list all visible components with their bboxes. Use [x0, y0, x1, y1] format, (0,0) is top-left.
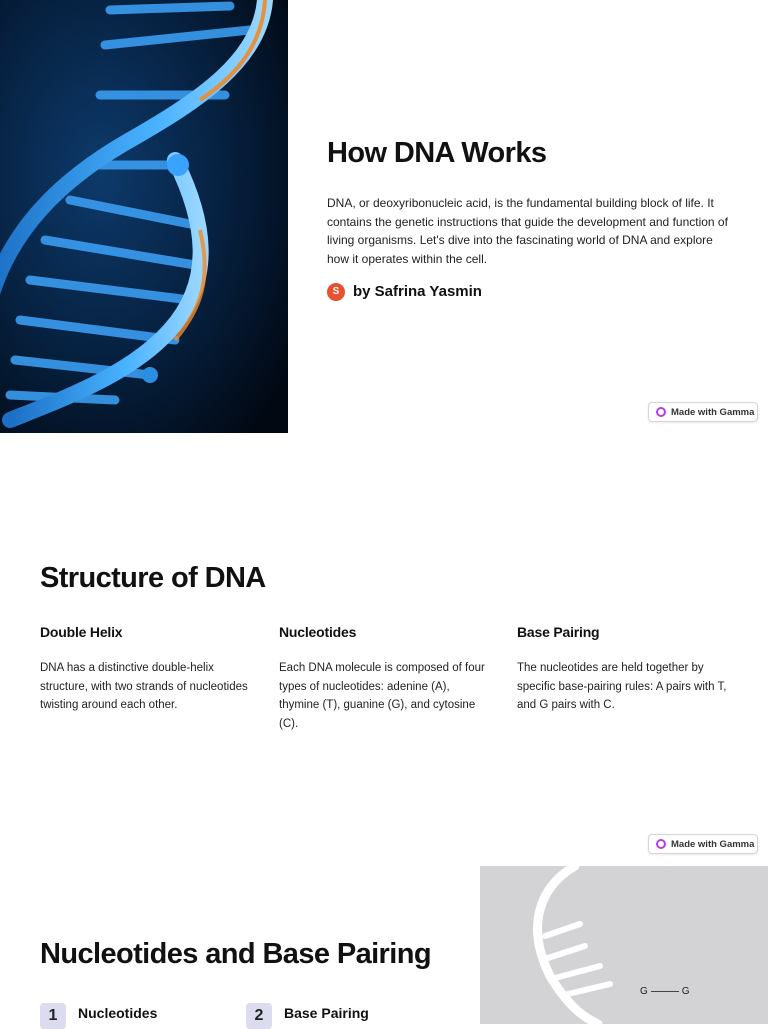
section-title: Structure of DNA	[40, 562, 266, 594]
hero-text-block	[327, 134, 737, 301]
nucleotides-slide	[0, 866, 768, 1024]
gamma-logo-icon	[656, 407, 666, 417]
double-helix-card	[40, 624, 250, 715]
dna-diagram-image	[480, 866, 768, 1024]
structure-slide	[0, 433, 768, 866]
base-pair-label	[640, 986, 690, 997]
badge-label: Made with Gamma	[671, 838, 755, 850]
pair-bond-line	[651, 991, 679, 992]
made-with-gamma-badge[interactable]	[648, 834, 758, 854]
step-label: Nucleotides	[78, 1005, 158, 1021]
card-text: DNA has a distinctive double-helix structure, with two strands of nucleotides twisting around each other.	[40, 662, 248, 711]
step-item	[246, 1003, 369, 1029]
step-label: Base Pairing	[284, 1005, 369, 1021]
author-line	[327, 283, 737, 301]
intro-paragraph: DNA, or deoxyribonucleic acid, is the fundamental building block of life. It contains the genetic instructions that guide the development and function of living organisms. Let's dive into the fascinating world of DNA and explore how it operates within the cell.	[327, 196, 728, 267]
made-with-gamma-badge[interactable]	[648, 402, 758, 422]
card-heading: Base Pairing	[517, 624, 600, 640]
card-text: The nucleotides are held together by specific base-pairing rules: A pairs with T, and G pairs with C.	[517, 662, 727, 711]
author-name: by Safrina Yasmin	[353, 283, 482, 301]
step-number-badge: 1	[40, 1003, 66, 1029]
dna-helix-image	[0, 0, 288, 433]
step-item	[40, 1003, 157, 1029]
base-right: G	[681, 986, 690, 997]
badge-label: Made with Gamma	[671, 406, 755, 418]
base-left: G	[640, 986, 648, 997]
card-text: Each DNA molecule is composed of four types of nucleotides: adenine (A), thymine (T), guanine (G), and cytosine (C).	[279, 662, 485, 730]
card-heading: Nucleotides	[279, 624, 357, 640]
title-slide	[0, 0, 768, 433]
section-title: Nucleotides and Base Pairing	[40, 938, 431, 970]
step-number-badge: 2	[246, 1003, 272, 1029]
author-avatar: S	[327, 283, 345, 301]
nucleotides-card	[279, 624, 489, 733]
page-title: How DNA Works	[327, 137, 547, 169]
base-pairing-card	[517, 624, 727, 715]
card-heading: Double Helix	[40, 624, 123, 640]
gamma-logo-icon	[656, 839, 666, 849]
